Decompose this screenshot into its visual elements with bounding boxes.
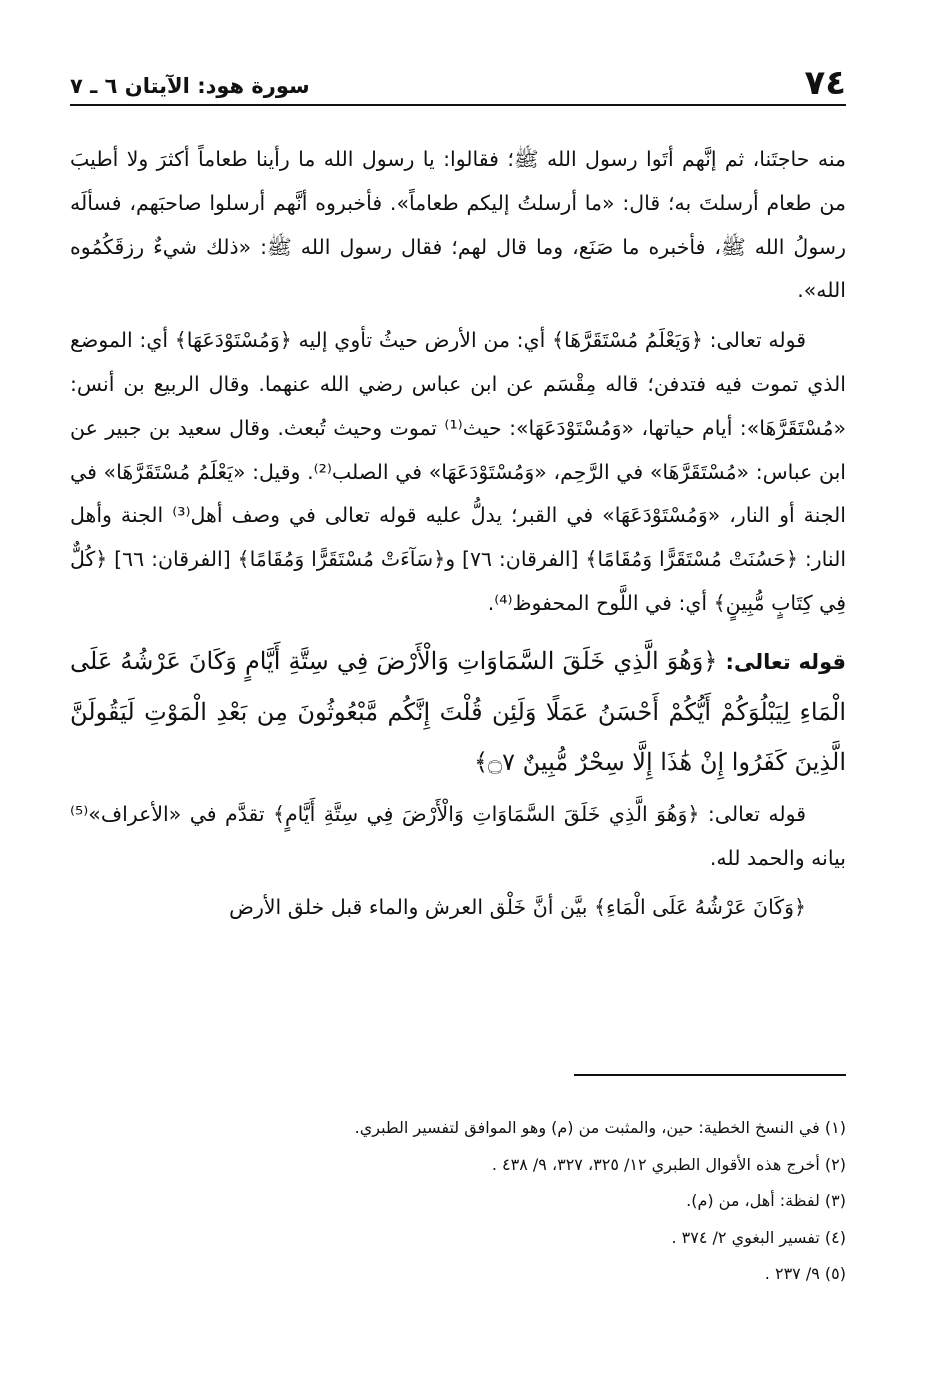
running-title: سورة هود: الآيتان ٦ ـ ٧ [70, 74, 310, 98]
footnotes [70, 1110, 846, 1293]
verse-lead: قوله تعالى: [725, 649, 846, 674]
footnote-2: (٢) أخرج هذه الأقوال الطبري ١٢/ ٣٢٥، ٣٢٧، ٩/ ٤٣٨ . [491, 1154, 846, 1174]
paragraph-six-days: قوله تعالى: ﴿وَهُوَ الَّذِي خَلَقَ السَّمَاوَاتِ وَالْأَرْضَ فِي سِتَّةِ أَيَّامٍ﴾ تقدَّم في «الأعراف»⁽⁵⁾ بيانه والحمد لله. [70, 801, 846, 870]
page-header [70, 60, 846, 106]
page-number: ٧٤ [804, 63, 846, 103]
paragraph-mustaqarr-commentary: قوله تعالى: ﴿وَيَعْلَمُ مُسْتَقَرَّهَا﴾ أي: من الأرض حيثُ تأوي إليه ﴿وَمُسْتَوْدَعَهَا﴾ أي: الموضع الذي تموت فيه فتدفن؛ قاله مِقْسَم عن ابن عباس رضي الله عنهما. وقال الربيع بن أنس: «مُسْتَقَرَّهَا»: أيام حياتها، «وَمُسْتَوْدَعَهَا»: حيث⁽¹⁾ تموت وحيث تُبعث. وقال سعيد بن جبير عن ابن عباس: «مُسْتَقَرَّهَا» في الرَّحِم، «وَمُسْتَوْدَعَهَا» في الصلب⁽²⁾. وقيل: «يَعْلَمُ مُسْتَقَرَّهَا» في الجنة أو النار، «وَمُسْتَوْدَعَهَا» في القبر؛ يدلُّ عليه قوله تعالى في وصف أهل⁽³⁾ الجنة وأهل النار: ﴿حَسُنَتْ مُسْتَقَرًّا وَمُقَامًا﴾ [الفرقان: ٧٦] و﴿سَآءَتْ مُسْتَقَرًّا وَمُقَامًا﴾ [الفرقان: ٦٦] ﴿كُلٌّ فِي كِتَابٍ مُّبِينٍ﴾ أي: في اللَّوح المحفوظ⁽⁴⁾. [70, 328, 847, 615]
paragraph-throne-on-water: ﴿وَكَانَ عَرْشُهُ عَلَى الْمَاءِ﴾ بيَّن أنَّ خَلْق العرش والماء قبل خلق الأرض [229, 895, 806, 920]
footnote-4: (٤) تفسير البغوي ٢/ ٣٧٤ . [671, 1227, 846, 1247]
footnote-1: (١) في النسخ الخطية: حين، والمثبت من (م) وهو الموافق لتفسير الطبري. [354, 1118, 846, 1137]
footnote-5: (٥) ٩/ ٢٣٧ . [764, 1264, 846, 1283]
paragraph-hadith-ending: منه حاجتَنا، ثم إنَّهم أتَوا رسول الله ﷺ؛ فقالوا: يا رسول الله ما رأينا طعاماً أكثرَ ولا أطيبَ من طعام أرسلتَ به؛ قال: «ما أرسلتُ إليكم طعاماً». فأخبروه أنَّهم أرسلوا صاحبَهم، فسألَه رسولُ الله ﷺ، فأخبره ما صَنَع، وما قال لهم؛ فقال رسول الله ﷺ: «ذلك شيءٌ رزقَكُمُوه الله». [70, 147, 846, 303]
body-text [70, 138, 846, 936]
quran-verse: ﴿وَهُوَ الَّذِي خَلَقَ السَّمَاوَاتِ وَالْأَرْضَ فِي سِتَّةِ أَيَّامٍ وَكَانَ عَرْشُهُ عَلَى الْمَاءِ لِيَبْلُوَكُمْ أَيُّكُمْ أَحْسَنُ عَمَلًا وَلَئِن قُلْتَ إِنَّكُم مَّبْعُوثُونَ مِن بَعْدِ الْمَوْتِ لَيَقُولَنَّ الَّذِينَ كَفَرُوا إِنْ هَٰذَا إِلَّا سِحْرٌ مُّبِينٌ ۝٧﴾ [70, 646, 846, 776]
footnote-divider [574, 1074, 846, 1076]
verse-block [70, 636, 846, 787]
footnote-3: (٣) لفظة: أهل، من (م). [686, 1191, 846, 1210]
